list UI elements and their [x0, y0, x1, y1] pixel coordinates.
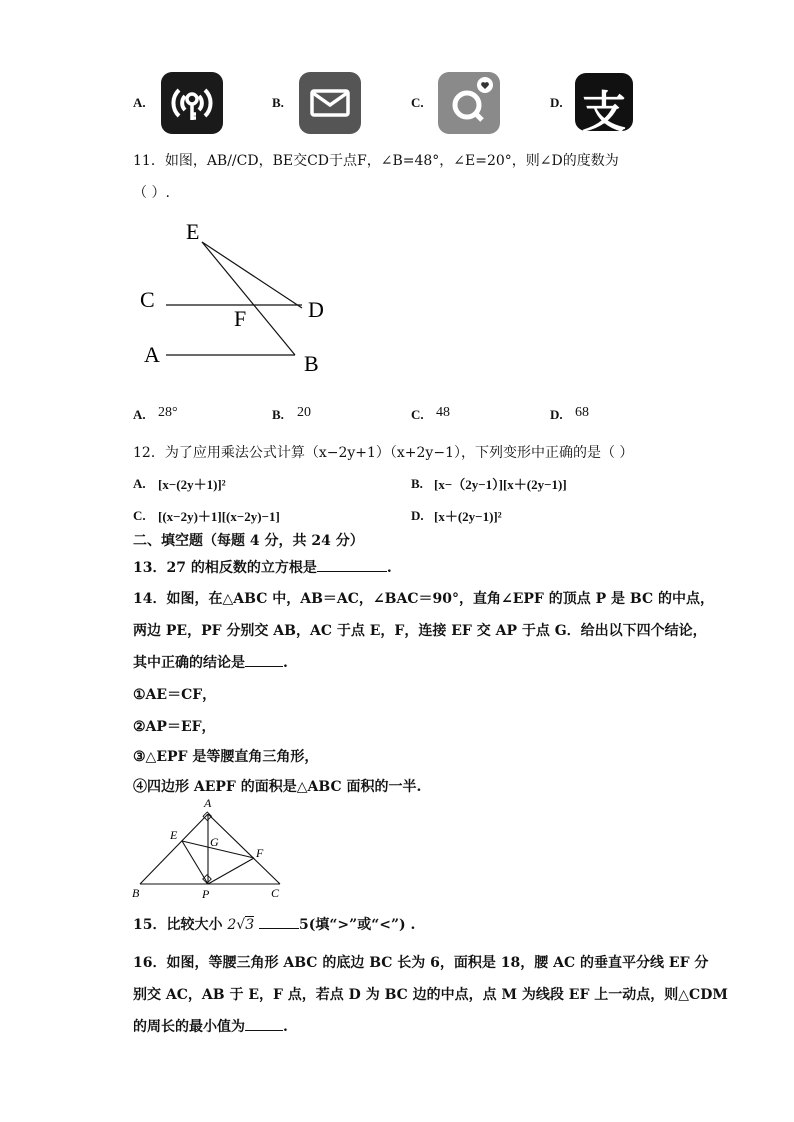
q14-line-1: 14．如图，在△ABC 中，AB＝AC，∠BAC＝90°，直角∠EPF 的顶点 P 是 BC 的中点， — [133, 591, 714, 607]
point-C: C — [271, 886, 280, 900]
q11-question-text-2: （ ）. — [133, 185, 170, 201]
alipay-zhi-icon — [575, 73, 633, 138]
point-D: D — [308, 297, 324, 322]
q11-option-d-label: D. — [550, 407, 563, 422]
q10-option-b-label: B. — [272, 95, 284, 110]
q13-end: . — [386, 560, 392, 576]
point-A: A — [144, 342, 160, 367]
q12-question-text: 12．为了应用乘法公式计算（x−2y+1）（x+2y−1），下列变形中正确的是（ ） — [133, 445, 634, 461]
q12-option-a-value: [x−(2y＋1)]² — [158, 477, 226, 492]
q10-option-c-label: C. — [411, 95, 424, 110]
q15-radical — [227, 916, 254, 933]
segment-AB — [140, 814, 208, 884]
q13-question — [133, 557, 392, 577]
q14-conclusion-4: ④四边形 AEPF 的面积是△ABC 面积的一半. — [133, 779, 422, 795]
q11-option-c-label: C. — [411, 407, 424, 422]
q14-line-3 — [133, 652, 288, 672]
q12-option-d-value: [x＋(2y−1)]² — [434, 509, 502, 524]
segment-PF — [208, 858, 254, 884]
q15-suffix: 5(填“>”或“<”) . — [299, 917, 416, 933]
q11-option-c-value: 48 — [436, 405, 450, 420]
point-G: G — [210, 835, 219, 849]
q11-option-b-value: 20 — [297, 405, 311, 420]
q15-question — [133, 914, 415, 934]
point-C: C — [140, 287, 155, 312]
q-heart-icon — [438, 72, 500, 134]
wifi-key-icon — [161, 72, 223, 134]
q11-figure — [130, 215, 350, 380]
point-E: E — [170, 828, 178, 842]
q14-conclusion-3: ③△EPF 是等腰直角三角形， — [133, 749, 319, 765]
q14-figure — [128, 796, 288, 904]
q16-line-1: 16．如图，等腰三角形 ABC 的底边 BC 长为 6，面积是 18，腰 AC 的垂直平分线 EF 分 — [133, 955, 709, 971]
point-P: P — [202, 887, 210, 901]
q14-line-3-text: 其中正确的结论是 — [133, 655, 245, 671]
q12-option-d-label: D. — [411, 508, 424, 523]
q15-radicand: 3 — [245, 917, 255, 933]
q12-option-a-label: A. — [133, 476, 146, 491]
point-E: E — [186, 219, 200, 244]
q14-line-2: 两边 PE，PF 分别交 AB，AC 于点 E，F，连接 EF 交 AP 于点 G．给出以下四个结论， — [133, 623, 707, 639]
segment-EB — [202, 242, 295, 355]
q16-answer-blank[interactable] — [245, 1016, 283, 1031]
zhi-glyph: 支 — [582, 87, 626, 138]
q14-conclusion-1: ①AE＝CF， — [133, 687, 217, 703]
section-heading: 二、填空题（每题 4 分，共 24 分） — [133, 533, 364, 549]
q11-option-d-value: 68 — [575, 405, 589, 420]
segment-ED — [202, 242, 302, 308]
q11-option-a-value: 28° — [158, 405, 178, 420]
q16-line-2: 别交 AC，AB 于 E，F 点，若点 D 为 BC 边的中点，点 M 为线段 EF 上一动点，则△CDM — [133, 987, 728, 1003]
point-A: A — [204, 796, 212, 810]
q15-coef: 2 — [227, 917, 237, 933]
q13-text: 13．27 的相反数的立方根是 — [133, 560, 317, 576]
q14-answer-blank[interactable] — [245, 652, 283, 667]
q14-line-3-end: . — [283, 655, 288, 671]
q10-option-d-label: D. — [550, 95, 563, 110]
q14-conclusion-2: ②AP＝EF， — [133, 719, 216, 735]
q16-line-3 — [133, 1016, 288, 1036]
q15-answer-blank[interactable] — [259, 914, 299, 929]
mail-icon — [299, 72, 361, 134]
q15-prefix: 15．比较大小 — [133, 917, 223, 933]
segment-AC — [208, 814, 280, 884]
q12-option-c-label: C. — [133, 508, 146, 523]
sqrt-icon: √ — [236, 917, 246, 933]
q13-answer-blank[interactable] — [317, 557, 387, 572]
q12-option-b-value: [x−（2y−1）][x＋(2y−1)] — [434, 477, 567, 492]
q10-option-a-label: A. — [133, 95, 146, 110]
q12-option-c-value: [(x−2y)＋1][(x−2y)−1] — [158, 509, 280, 524]
point-F: F — [256, 846, 264, 860]
q16-line-3-text: 的周长的最小值为 — [133, 1019, 245, 1035]
q16-line-3-end: . — [283, 1019, 288, 1035]
point-B: B — [304, 351, 319, 376]
q11-question-text: 11．如图，AB//CD，BE交CD于点F，∠B=48°，∠E=20°，则∠D的度数为 — [133, 153, 619, 169]
q11-option-b-label: B. — [272, 407, 284, 422]
q12-option-b-label: B. — [411, 476, 423, 491]
point-B: B — [132, 886, 140, 900]
point-F: F — [234, 306, 247, 331]
q11-option-a-label: A. — [133, 407, 146, 422]
